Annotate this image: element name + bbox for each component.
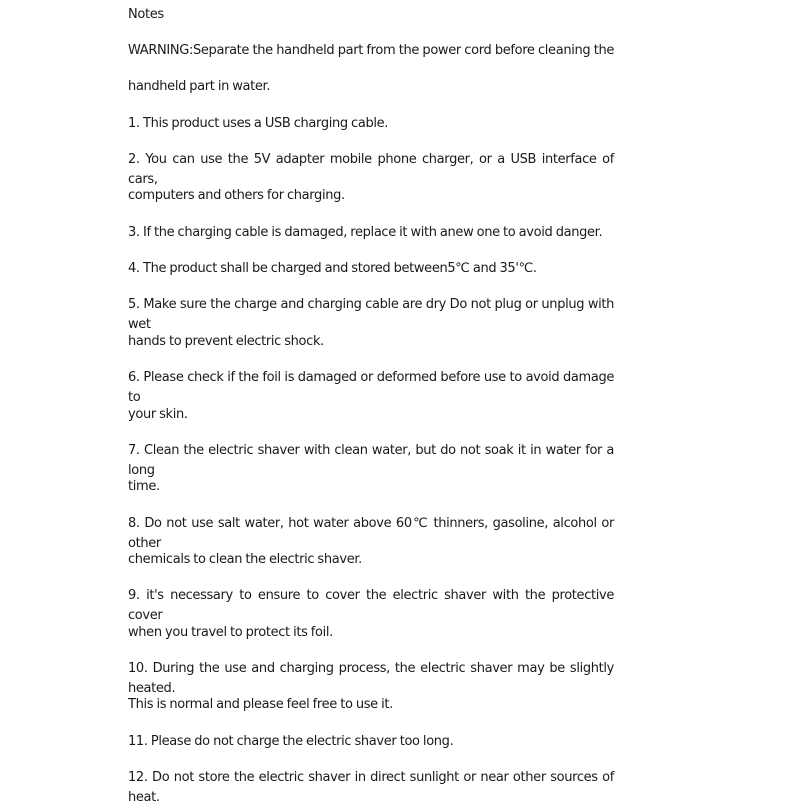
note-line: 12. Do not store the electric shaver in direct sunlight or near other sources of heat.: [128, 770, 614, 805]
note-line: your skin.: [128, 407, 188, 422]
note-line: time.: [128, 479, 160, 494]
note-line: 8. Do not use salt water, hot water above 60℃ thinners, gasoline, alcohol or other: [128, 516, 614, 551]
note-line: 2. You can use the 5V adapter mobile phone charger, or a USB interface of cars,: [128, 152, 614, 187]
note-line: 5. Make sure the charge and charging cable are dry Do not plug or unplug with wet: [128, 297, 614, 332]
note-line: handheld part in water.: [128, 79, 271, 94]
note-line: This is normal and please feel free to use it.: [128, 697, 393, 712]
note-line: hands to prevent electric shock.: [128, 334, 324, 349]
note-line: 3. If the charging cable is damaged, replace it with anew one to avoid danger.: [128, 225, 603, 240]
note-line: 10. During the use and charging process, the electric shaver may be slightly heated.: [128, 661, 614, 696]
document-title: Notes: [128, 7, 164, 22]
note-line: computers and others for charging.: [128, 188, 345, 203]
note-line: 4. The product shall be charged and stored between5℃ and 35'℃.: [128, 261, 537, 276]
note-line: 1. This product uses a USB charging cable.: [128, 116, 389, 131]
note-line: 9. it's necessary to ensure to cover the electric shaver with the protective cover: [128, 588, 614, 623]
note-line: WARNING:Separate the handheld part from the power cord before cleaning the: [128, 43, 614, 58]
note-line: chemicals to clean the electric shaver.: [128, 552, 362, 567]
note-line: 7. Clean the electric shaver with clean water, but do not soak it in water for a long: [128, 443, 614, 478]
note-line: 6. Please check if the foil is damaged or deformed before use to avoid damage to: [128, 370, 614, 405]
note-line: 11. Please do not charge the electric shaver too long.: [128, 734, 454, 749]
note-line: when you travel to protect its foil.: [128, 625, 333, 640]
